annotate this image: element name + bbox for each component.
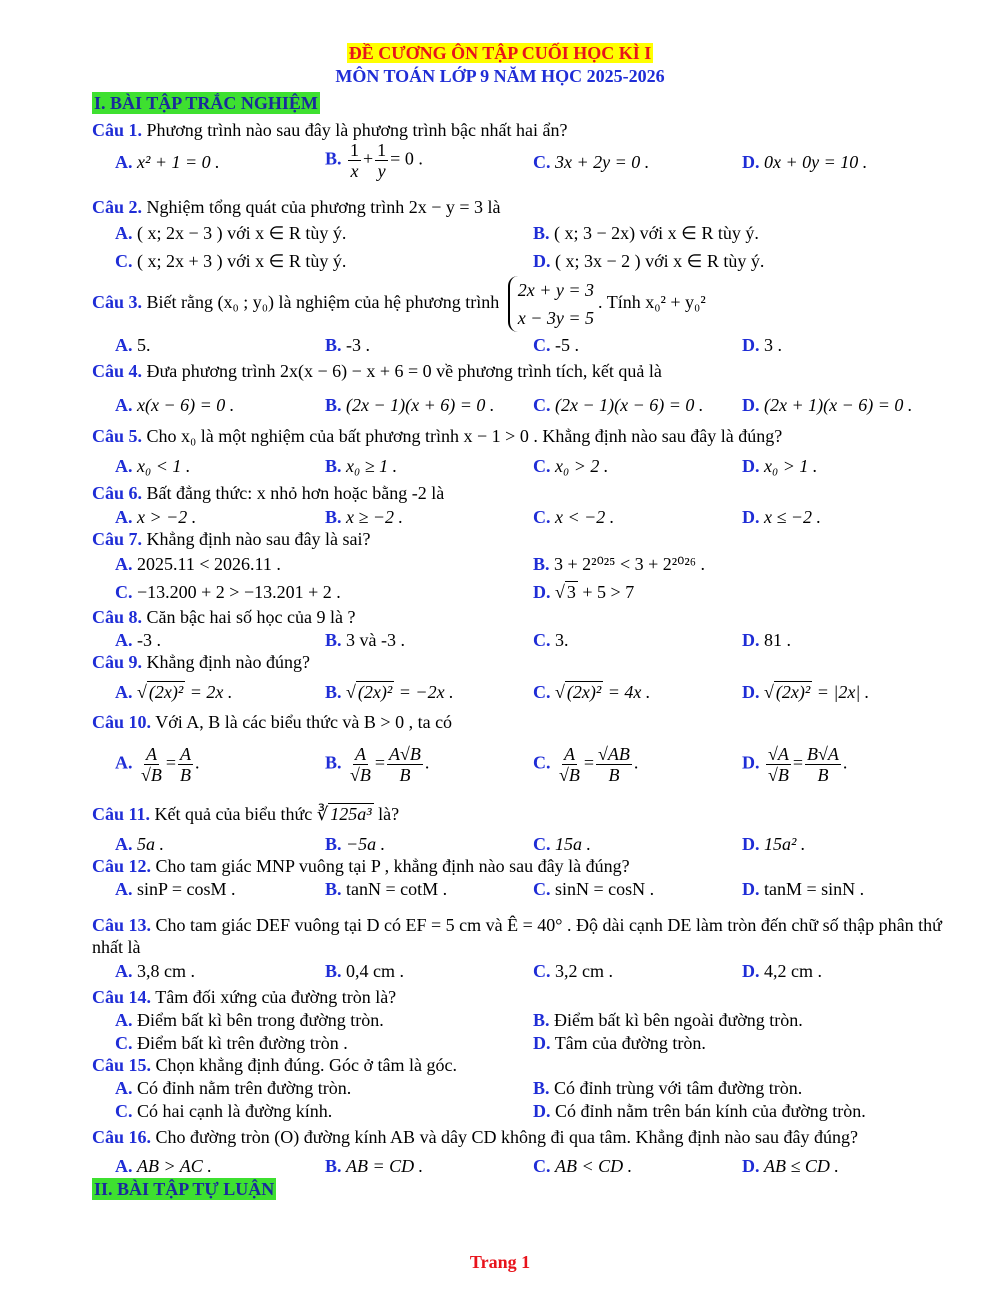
option-b: B. -3 . [325,335,371,355]
option-c: C. −13.200 + 2 > −13.201 + 2 . [115,582,341,602]
question-5: Câu 5. Cho x₀ là một nghiệm của bất phương trình x − 1 > 0 . Khẳng định nào sau đây là đúng? [92,426,783,446]
equation-system: 2x + y = 3 x − 3y = 5 [508,276,594,332]
question-15-options-cd [0,1099,1000,1125]
question-9: Câu 9. Khẳng định nào đúng? [92,652,310,672]
option-d: D. tanM = sinN . [742,879,865,899]
question-2-options-ab [0,221,1000,247]
option-a: A. -3 . [115,630,161,650]
option-d: D. 15a² . [742,834,806,854]
option-a: A. x(x − 6) = 0 . [115,395,235,415]
option-d: D. √ (2x)² = |2x| . [742,682,870,702]
option-b: B. $\frac{1}{x}$ + $\frac{1}{y}$ = 0 . [325,140,423,181]
question-3: Câu 3. Biết rằng (x₀ ; y₀) là nghiệm của hệ phương trình 2x + y = 3 x − 3y = 5 . Tính x₀² + y₀² [92,276,942,328]
question-3-options [0,333,1000,359]
option-a: A. AB > AC . [115,1156,212,1176]
option-d: D. $\frac{√A}{√B}$ = $\frac{B√A}{B}$ . [742,744,848,785]
option-d: D. (2x + 1)(x − 6) = 0 . [742,395,913,415]
option-a: A. sinP = cosM . [115,879,236,899]
question-1-options [0,140,1000,181]
option-c: C. (2x − 1)(x − 6) = 0 . [533,395,704,415]
question-1: Câu 1. Phương trình nào sau đây là phương trình bậc nhất hai ẩn? [92,120,568,140]
option-b: B. Có đỉnh trùng với tâm đường tròn. [533,1078,803,1098]
option-d: D. x ≤ −2 . [742,507,822,527]
question-8: Câu 8. Căn bậc hai số học của 9 là ? [92,607,356,627]
option-c: C. AB < CD . [533,1156,633,1176]
option-b: B. 0,4 cm . [325,961,405,981]
question-16: Câu 16. Cho đường tròn (O) đường kính AB và dây CD không đi qua tâm. Khẳng định nào sau đây đúng? [92,1127,858,1147]
option-b: B. (2x − 1)(x + 6) = 0 . [325,395,495,415]
question-11: Câu 11. Kết quả của biểu thức ∛ 125a³ là? [92,804,400,824]
option-d: D. ( x; 3x − 2 ) với x ∈ R tùy ý. [533,251,765,271]
option-c: C. Có hai cạnh là đường kính. [115,1101,333,1121]
option-c: C. x < −2 . [533,507,615,527]
option-d: D. 3 . [742,335,782,355]
option-a: A. Có đỉnh nằm trên đường tròn. [115,1078,352,1098]
option-a: A. x > −2 . [115,507,197,527]
option-a: A. √ (2x)² = 2x . [115,682,233,702]
option-c: C. -5 . [533,335,579,355]
question-6: Câu 6. Bất đẳng thức: x nhỏ hơn hoặc bằng -2 là [92,483,445,503]
question-10: Câu 10. Với A, B là các biểu thức và B > 0 , ta có [92,712,453,732]
option-a: A. ( x; 2x − 3 ) với x ∈ R tùy ý. [115,223,347,243]
question-12: Câu 12. Cho tam giác MNP vuông tại P , khẳng định nào sau đây là đúng? [92,856,630,876]
question-14: Câu 14. Tâm đối xứng của đường tròn là? [92,987,397,1007]
question-7: Câu 7. Khẳng định nào sau đây là sai? [92,529,371,549]
option-a: A. x² + 1 = 0 . [115,152,220,172]
option-b: B. AB = CD . [325,1156,424,1176]
option-b: B. 3 và -3 . [325,630,405,650]
option-d: D. 4,2 cm . [742,961,822,981]
option-d: D. √ 3 + 5 > 7 [533,582,635,602]
option-b: B. Điểm bất kì bên ngoài đường tròn. [533,1010,803,1030]
question-7-options-cd [0,580,1000,606]
option-b: B. −5a . [325,834,386,854]
option-a: A. 5a . [115,834,164,854]
option-a: A. 2025.11 < 2026.11 . [115,554,281,574]
question-13: Câu 13. Cho tam giác DEF vuông tại D có EF = 5 cm và Ê = 40° . Độ dài cạnh DE làm tròn đến chữ số thập phân thứ nhất là [92,915,942,957]
option-b: B. √ (2x)² = −2x . [325,682,454,702]
document-title: ĐỀ CƯƠNG ÔN TẬP CUỐI HỌC KÌ I [348,43,652,63]
option-a: A. x₀ < 1 . [115,456,191,476]
option-c: C. 3. [533,630,569,650]
question-9-options [0,680,1000,706]
option-c: C. x₀ > 2 . [533,456,609,476]
option-b: B. x ≥ −2 . [325,507,404,527]
question-2: Câu 2. Nghiệm tổng quát của phương trình 2x − y = 3 là [92,197,501,217]
option-c: C. $\frac{A}{√B}$ = $\frac{√AB}{B}$ . [533,744,639,785]
section-multiple-choice: I. BÀI TẬP TRẮC NGHIỆM [94,93,318,113]
option-c: C. 3,2 cm . [533,961,613,981]
document-subtitle: MÔN TOÁN LỚP 9 NĂM HỌC 2025-2026 [335,66,665,86]
option-c: C. sinN = cosN . [533,879,655,899]
option-c: C. √ (2x)² = 4x . [533,682,651,702]
question-10-options [0,744,1000,792]
option-b: B. 3 + 2²⁰²⁵ < 3 + 2²⁰²⁶ . [533,554,706,574]
option-d: D. AB ≤ CD . [742,1156,839,1176]
option-d: D. x₀ > 1 . [742,456,818,476]
section-essay: II. BÀI TẬP TỰ LUẬN [94,1179,275,1199]
question-4-options [0,393,1000,419]
option-c: C. Điểm bất kì trên đường tròn . [115,1033,348,1053]
option-d: D. 81 . [742,630,791,650]
page-number: Trang 1 [469,1252,531,1272]
option-d: D. Tâm của đường tròn. [533,1033,706,1053]
question-2-options-cd [0,249,1000,275]
option-c: C. ( x; 2x + 3 ) với x ∈ R tùy ý. [115,251,347,271]
option-a: A. 3,8 cm . [115,961,195,981]
question-12-options [0,877,1000,903]
option-b: B. x₀ ≥ 1 . [325,456,398,476]
option-c: C. 15a . [533,834,591,854]
question-15: Câu 15. Chọn khẳng định đúng. Góc ở tâm là góc. [92,1055,457,1075]
option-c: C. 3x + 2y = 0 . [533,152,650,172]
question-7-options-ab [0,552,1000,578]
question-13-options [0,959,1000,985]
question-4: Câu 4. Đưa phương trình 2x(x − 6) − x + 6 = 0 về phương trình tích, kết quả là [92,361,662,381]
question-5-options [0,454,1000,480]
option-d: D. 0x + 0y = 10 . [742,152,868,172]
option-b: B. tanN = cotM . [325,879,448,899]
option-a: A. $\frac{A}{√B}$ = $\frac{A}{B}$ . [115,744,200,785]
question-16-options [0,1154,1000,1180]
option-b: B. $\frac{A}{√B}$ = $\frac{A√B}{B}$ . [325,744,430,785]
option-b: B. ( x; 3 − 2x) với x ∈ R tùy ý. [533,223,759,243]
option-a: A. 5. [115,335,151,355]
option-d: D. Có đỉnh nằm trên bán kính của đường tròn. [533,1101,866,1121]
option-a: A. Điểm bất kì bên trong đường tròn. [115,1010,384,1030]
